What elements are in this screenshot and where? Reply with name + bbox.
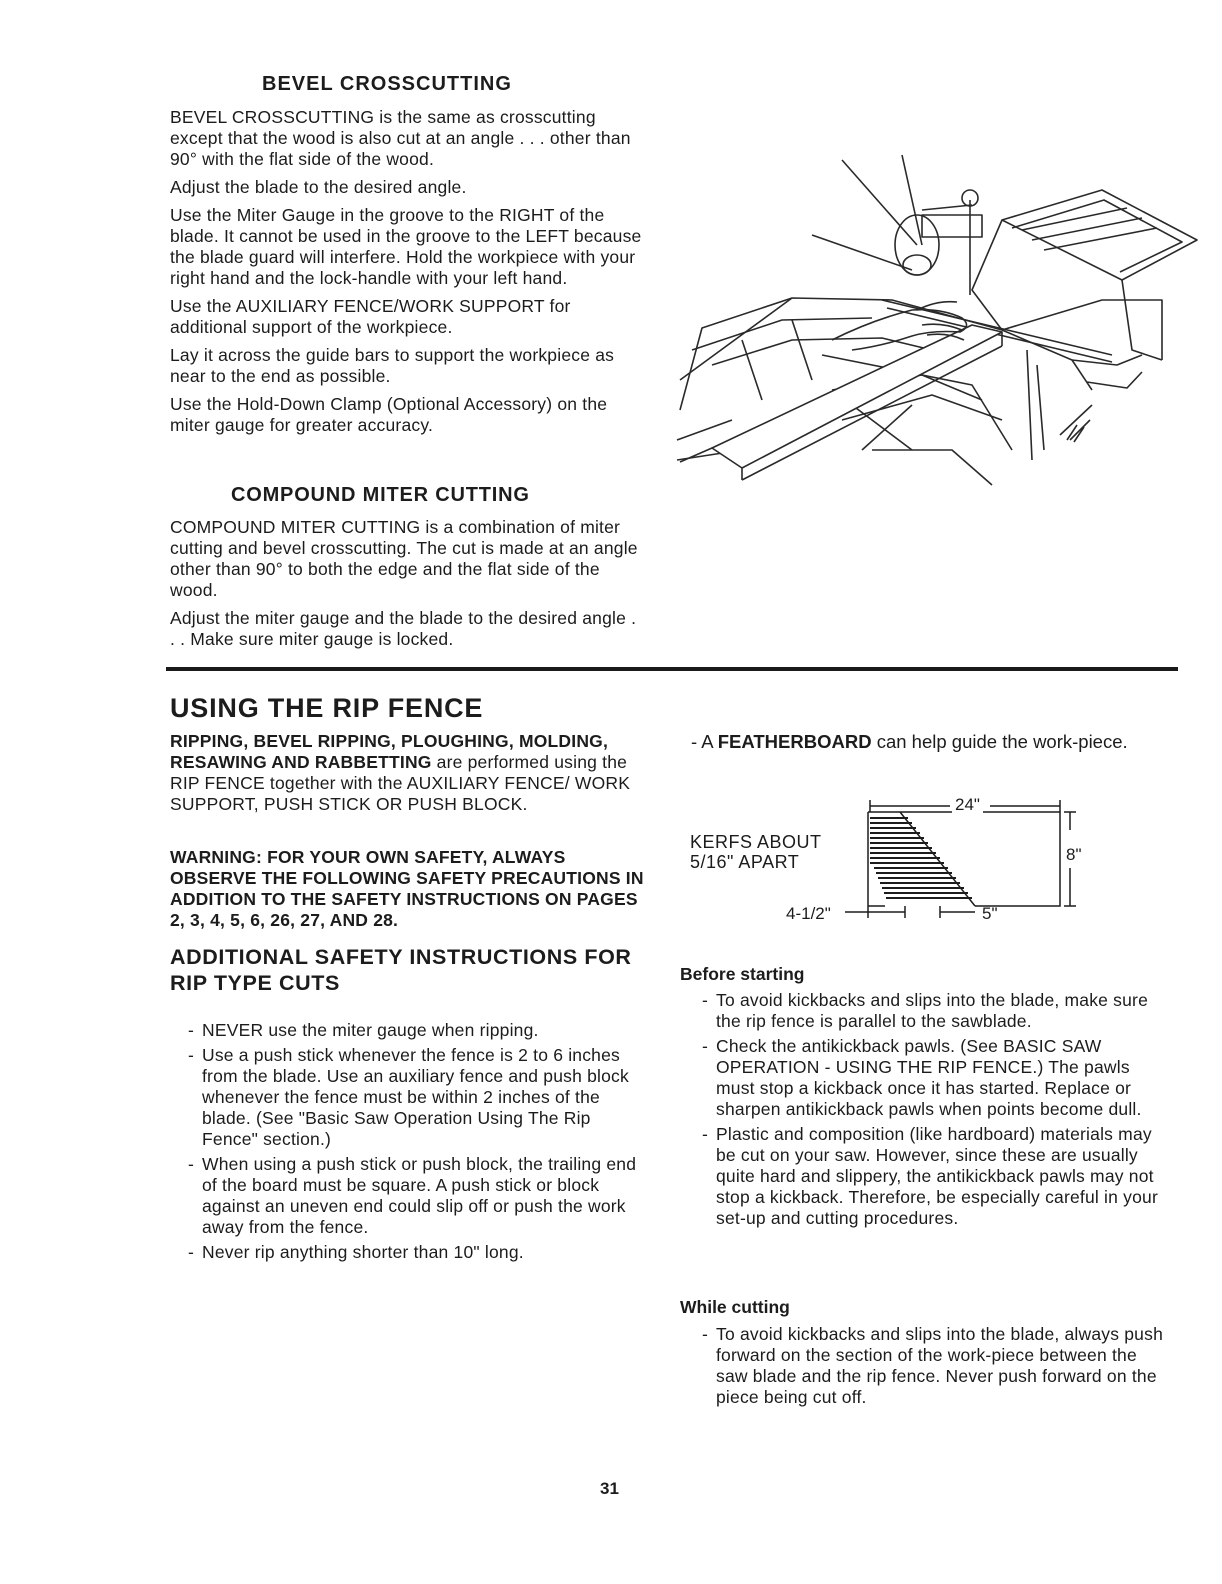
featherboard-note: - A FEATHERBOARD can help guide the work-piece. xyxy=(691,731,1128,752)
additional-safety-heading: ADDITIONAL SAFETY INSTRUCTIONS FOR RIP TYPE CUTS xyxy=(170,945,632,995)
saw-bevel-crosscut-illustration xyxy=(672,150,1202,530)
while-cutting-list xyxy=(700,1324,1170,1412)
additional-safety-list xyxy=(186,1020,642,1267)
before-starting-list xyxy=(700,990,1170,1233)
bevel-paragraph: Use the AUXILIARY FENCE/WORK SUPPORT for additional support of the workpiece. xyxy=(170,296,571,337)
list-item: - Use a push stick whenever the fence is 2 to 6 inches from the blade. Use an auxiliary fence and push block whenever the fence must be within 2 inches of the blade. (See "Basic Saw Operation Using The Rip Fence" section.) xyxy=(186,1045,642,1150)
before-starting-heading: Before starting xyxy=(680,964,805,984)
list-item: - Plastic and composition (like hardboard) materials may be cut on your saw. However, since these are usually quite hard and slippery, the antikickback pawls may not stop a kickback. Therefore, be especially careful in your set-up and cutting procedures. xyxy=(700,1124,1170,1229)
list-item: - NEVER use the miter gauge when ripping. xyxy=(186,1020,642,1041)
bevel-paragraph: BEVEL CROSSCUTTING is the same as crosscutting except that the wood is also cut at an angle . . . other than 90° with the flat side of the wood. xyxy=(170,107,631,169)
list-item: - Never rip anything shorter than 10" long. xyxy=(186,1242,642,1263)
dim-8: 8" xyxy=(1066,845,1082,864)
section-divider xyxy=(166,667,1178,671)
bevel-paragraph: Adjust the blade to the desired angle. xyxy=(170,177,467,197)
dim-4-1-2: 4-1/2" xyxy=(786,904,831,923)
dim-5: 5" xyxy=(982,904,998,923)
page-number: 31 xyxy=(600,1479,619,1498)
dim-24: 24" xyxy=(952,795,983,815)
rip-fence-heading: USING THE RIP FENCE xyxy=(170,693,484,723)
saw-top xyxy=(972,190,1197,388)
rip-intro-bold: RIPPING, BEVEL RIPPING, PLOUGHING, MOLDING, RESAWING AND RABBETTING xyxy=(170,731,609,772)
compound-paragraph: COMPOUND MITER CUTTING is a combination of miter cutting and bevel crosscutting. The cut is made at an angle other than 90° to both the edge and the flat side of the wood. xyxy=(170,517,638,600)
list-item: - To avoid kickbacks and slips into the blade, make sure the rip fence is parallel to the sawblade. xyxy=(700,990,1170,1032)
featherboard-diagram xyxy=(690,790,1110,940)
kerfs-label: KERFS ABOUT 5/16" APART xyxy=(690,832,822,872)
rip-warning: WARNING: FOR YOUR OWN SAFETY, ALWAYS OBSERVE THE FOLLOWING SAFETY PRECAUTIONS IN ADDITION TO THE SAFETY INSTRUCTIONS ON PAGES 2, 3, 4, 5, 6, 26, 27, AND 28. xyxy=(170,847,644,930)
list-item: - To avoid kickbacks and slips into the blade, always push forward on the section of the work-piece between the saw blade and the rip fence. Never push forward on the piece being cut off. xyxy=(700,1324,1170,1408)
list-item: - Check the antikickback pawls. (See BASIC SAW OPERATION - USING THE RIP FENCE.) The pawls must stop a kickback once it has started. Replace or sharpen antikickback pawls when points become dull. xyxy=(700,1036,1170,1120)
while-cutting-heading: While cutting xyxy=(680,1297,790,1317)
rip-intro-text: are performed using the RIP FENCE together with the AUXILIARY FENCE/ WORK SUPPORT, PUSH STICK OR PUSH BLOCK. xyxy=(170,752,631,814)
compound-miter-body xyxy=(170,517,642,650)
bevel-paragraph: Lay it across the guide bars to support the workpiece as near to the end as possible. xyxy=(170,345,615,386)
bevel-paragraph: Use the Miter Gauge in the groove to the RIGHT of the blade. It cannot be used in the groove to the LEFT because the blade guard will interfere. Hold the workpiece with your right hand and the lock-handle with your left hand. xyxy=(170,205,642,288)
compound-paragraph: Adjust the miter gauge and the blade to the desired angle . . . Make sure miter gauge is locked. xyxy=(170,608,637,649)
bevel-paragraph: Use the Hold-Down Clamp (Optional Accessory) on the miter gauge for greater accuracy. xyxy=(170,394,608,435)
rip-fence-intro xyxy=(170,731,645,815)
compound-miter-heading: COMPOUND MITER CUTTING xyxy=(231,484,530,506)
list-item: - When using a push stick or push block, the trailing end of the board must be square. A push stick or block against an uneven end could slip off or push the work away from the fence. xyxy=(186,1154,642,1238)
featherboard-term: FEATHERBOARD xyxy=(717,731,872,752)
bevel-crosscutting-heading: BEVEL CROSSCUTTING xyxy=(262,73,512,95)
bevel-crosscutting-body xyxy=(170,107,642,436)
